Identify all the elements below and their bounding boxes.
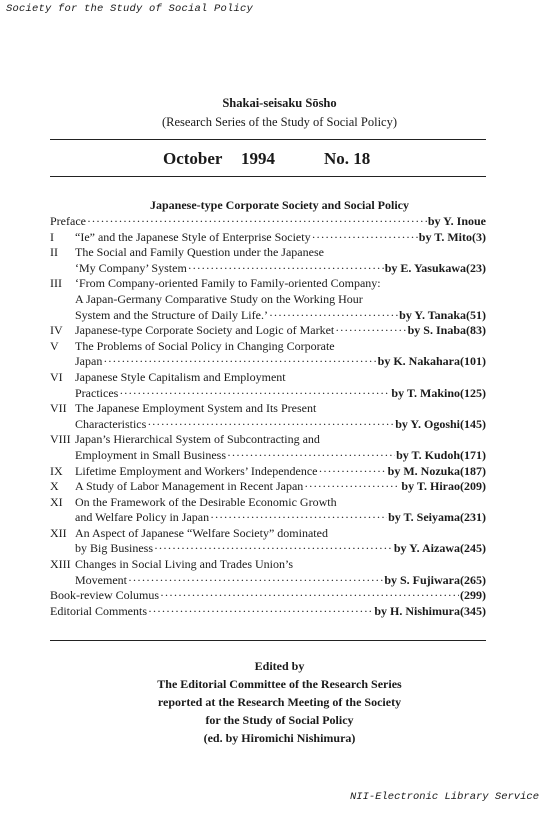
toc-line (50, 464, 486, 480)
leader-dots (160, 588, 459, 604)
toc-author: by T. Seiyama (388, 510, 460, 525)
toc-entry-title: “Ie” and the Japanese Style of Enterprise Society (75, 229, 311, 244)
toc-page: (245) (460, 541, 486, 556)
running-header: Society for the Study of Social Policy (6, 3, 254, 15)
issue-number: No. 18 (324, 149, 371, 168)
leader-dots (312, 230, 418, 246)
series-title: Shakai-seisaku Sōsho (222, 96, 337, 110)
toc-entry-title: The Japanese Employment System and Its Present (75, 401, 317, 416)
toc-line (50, 495, 486, 511)
toc-author: by Y. Tanaka (399, 307, 466, 322)
toc-entry-title: Practices (75, 385, 119, 400)
toc-line (50, 214, 486, 230)
toc-line (50, 432, 486, 448)
toc-line (50, 276, 486, 292)
toc-page: (83) (466, 323, 486, 338)
leader-dots (227, 448, 395, 464)
toc-entry-title: A Study of Labor Management in Recent Japan (75, 479, 304, 494)
editorial-line: Edited by (254, 659, 305, 673)
toc-page: (299) (460, 588, 486, 603)
toc-entry-title: by Big Business (75, 541, 154, 556)
toc-author: by T. Makino (391, 385, 460, 400)
editorial-line: for the Study of Social Policy (205, 713, 354, 727)
chapter-number: VII (50, 401, 67, 416)
leader-dots (148, 604, 373, 620)
toc-entry-title: On the Framework of the Desirable Economic Growth (75, 494, 337, 509)
toc-line (50, 417, 486, 433)
chapter-number: V (50, 338, 59, 353)
toc-entry-title: Characteristics (75, 416, 147, 431)
rule-top (50, 139, 486, 140)
leader-dots (119, 386, 390, 402)
toc-page: (23) (466, 260, 486, 275)
toc-page: (231) (460, 510, 486, 525)
leader-dots (103, 354, 376, 370)
issue-year: 1994 (241, 149, 275, 168)
toc-author: by H. Nishimura (374, 603, 460, 618)
chapter-number: VIII (50, 432, 71, 447)
rule-bottom (50, 176, 486, 177)
editorial-line: (ed. by Hiromichi Nishimura) (203, 731, 356, 745)
toc-author: by S. Fujiwara (384, 572, 460, 587)
chapter-number: III (50, 276, 62, 291)
chapter-number: XII (50, 525, 67, 540)
leader-dots (188, 261, 384, 277)
toc-line (50, 230, 486, 246)
toc-page: (171) (460, 447, 486, 462)
leader-dots (154, 541, 393, 557)
toc-line (50, 588, 486, 604)
toc-line (50, 604, 486, 620)
toc-entry-title: ‘From Company-oriented Family to Family-oriented Company: (75, 276, 381, 291)
toc-line (50, 245, 486, 261)
toc-line (50, 510, 486, 526)
toc-entry-title: Changes in Social Living and Trades Union’s (75, 557, 293, 572)
toc-entry-title: A Japan-Germany Comparative Study on the Working Hour (75, 291, 363, 306)
editorial-line: The Editorial Committee of the Research Series (157, 677, 402, 691)
toc-author: by S. Inaba (407, 323, 466, 338)
footer-service: NII-Electronic Library Service (349, 791, 539, 803)
toc-line (50, 339, 486, 355)
editorial-line: reported at the Research Meeting of the Society (157, 695, 402, 709)
toc-line (50, 541, 486, 557)
toc-entry-title: Japan (75, 354, 103, 369)
toc-line (50, 557, 486, 573)
toc-entry-title: Japan’s Hierarchical System of Subcontracting and (75, 432, 320, 447)
leader-dots (210, 510, 387, 526)
toc-line (50, 323, 486, 339)
toc-author: by Y. Aizawa (393, 541, 460, 556)
toc-entry-title: An Aspect of Japanese “Welfare Society” dominated (75, 525, 328, 540)
chapter-number: X (50, 479, 59, 494)
chapter-number: VI (50, 369, 63, 384)
toc-title: Japanese-type Corporate Society and Social Policy (150, 198, 409, 212)
toc-entry-title: Movement (75, 572, 127, 587)
series-subtitle: (Research Series of the Study of Social Policy) (161, 115, 398, 129)
toc-page: (145) (460, 416, 486, 431)
toc-author: by T. Kudoh (396, 447, 460, 462)
toc-line (50, 573, 486, 589)
toc-author: by Y. Inoue (427, 214, 486, 228)
toc-entry-title: Lifetime Employment and Workers’ Independence (75, 463, 318, 478)
toc-page: (345) (460, 603, 486, 618)
leader-dots (319, 464, 387, 480)
toc-author: by E. Yasukawa (384, 260, 466, 275)
issue-month: October (163, 149, 223, 168)
leader-dots (87, 214, 427, 230)
toc-line (50, 401, 486, 417)
leader-dots (269, 308, 398, 324)
leader-dots (335, 323, 406, 339)
toc-entry-title: The Problems of Social Policy in Changing Corporate (75, 338, 335, 353)
toc-entry-title: Book-review Columus (50, 588, 159, 603)
toc-page: (101) (460, 354, 486, 369)
chapter-number: XIII (50, 557, 71, 572)
toc-line (50, 292, 486, 308)
toc-line (50, 354, 486, 370)
table-of-contents (50, 214, 486, 619)
toc-line (50, 526, 486, 542)
toc-entry-title: Editorial Comments (50, 603, 147, 618)
toc-page: (125) (460, 385, 486, 400)
rule-toc-end (50, 640, 486, 641)
toc-author: by M. Nozuka (387, 463, 460, 478)
toc-line (50, 386, 486, 402)
toc-entry-title: Japanese Style Capitalism and Employment (75, 369, 286, 384)
toc-entry-title: Employment in Small Business (75, 447, 227, 462)
toc-author: by Y. Ogoshi (395, 416, 460, 431)
toc-entry-title: and Welfare Policy in Japan (75, 510, 210, 525)
toc-line (50, 479, 486, 495)
chapter-number: II (50, 245, 58, 260)
chapter-number: IV (50, 323, 63, 338)
toc-entry-title: Preface (50, 214, 86, 228)
toc-author: by K. Nakahara (377, 354, 460, 369)
leader-dots (128, 573, 383, 589)
chapter-number: I (50, 229, 54, 244)
toc-entry-title: ‘My Company’ System (75, 260, 187, 275)
chapter-number: XI (50, 494, 63, 509)
leader-dots (147, 417, 394, 433)
toc-page: (51) (466, 307, 486, 322)
toc-entry-title: Japanese-type Corporate Society and Logic of Market (75, 323, 335, 338)
toc-author: by T. Mito (418, 229, 472, 244)
toc-line (50, 308, 486, 324)
toc-page: (209) (460, 479, 486, 494)
toc-page: (3) (472, 229, 486, 244)
toc-line (50, 261, 486, 277)
toc-line (50, 448, 486, 464)
editorial-credit (0, 657, 559, 747)
toc-page: (265) (460, 572, 486, 587)
toc-page: (187) (460, 463, 486, 478)
chapter-number: IX (50, 463, 63, 478)
toc-author: by T. Hirao (401, 479, 460, 494)
leader-dots (304, 479, 400, 495)
toc-line (50, 370, 486, 386)
toc-entry-title: System and the Structure of Daily Life.’ (75, 307, 268, 322)
toc-entry-title: The Social and Family Question under the Japanese (75, 245, 324, 260)
